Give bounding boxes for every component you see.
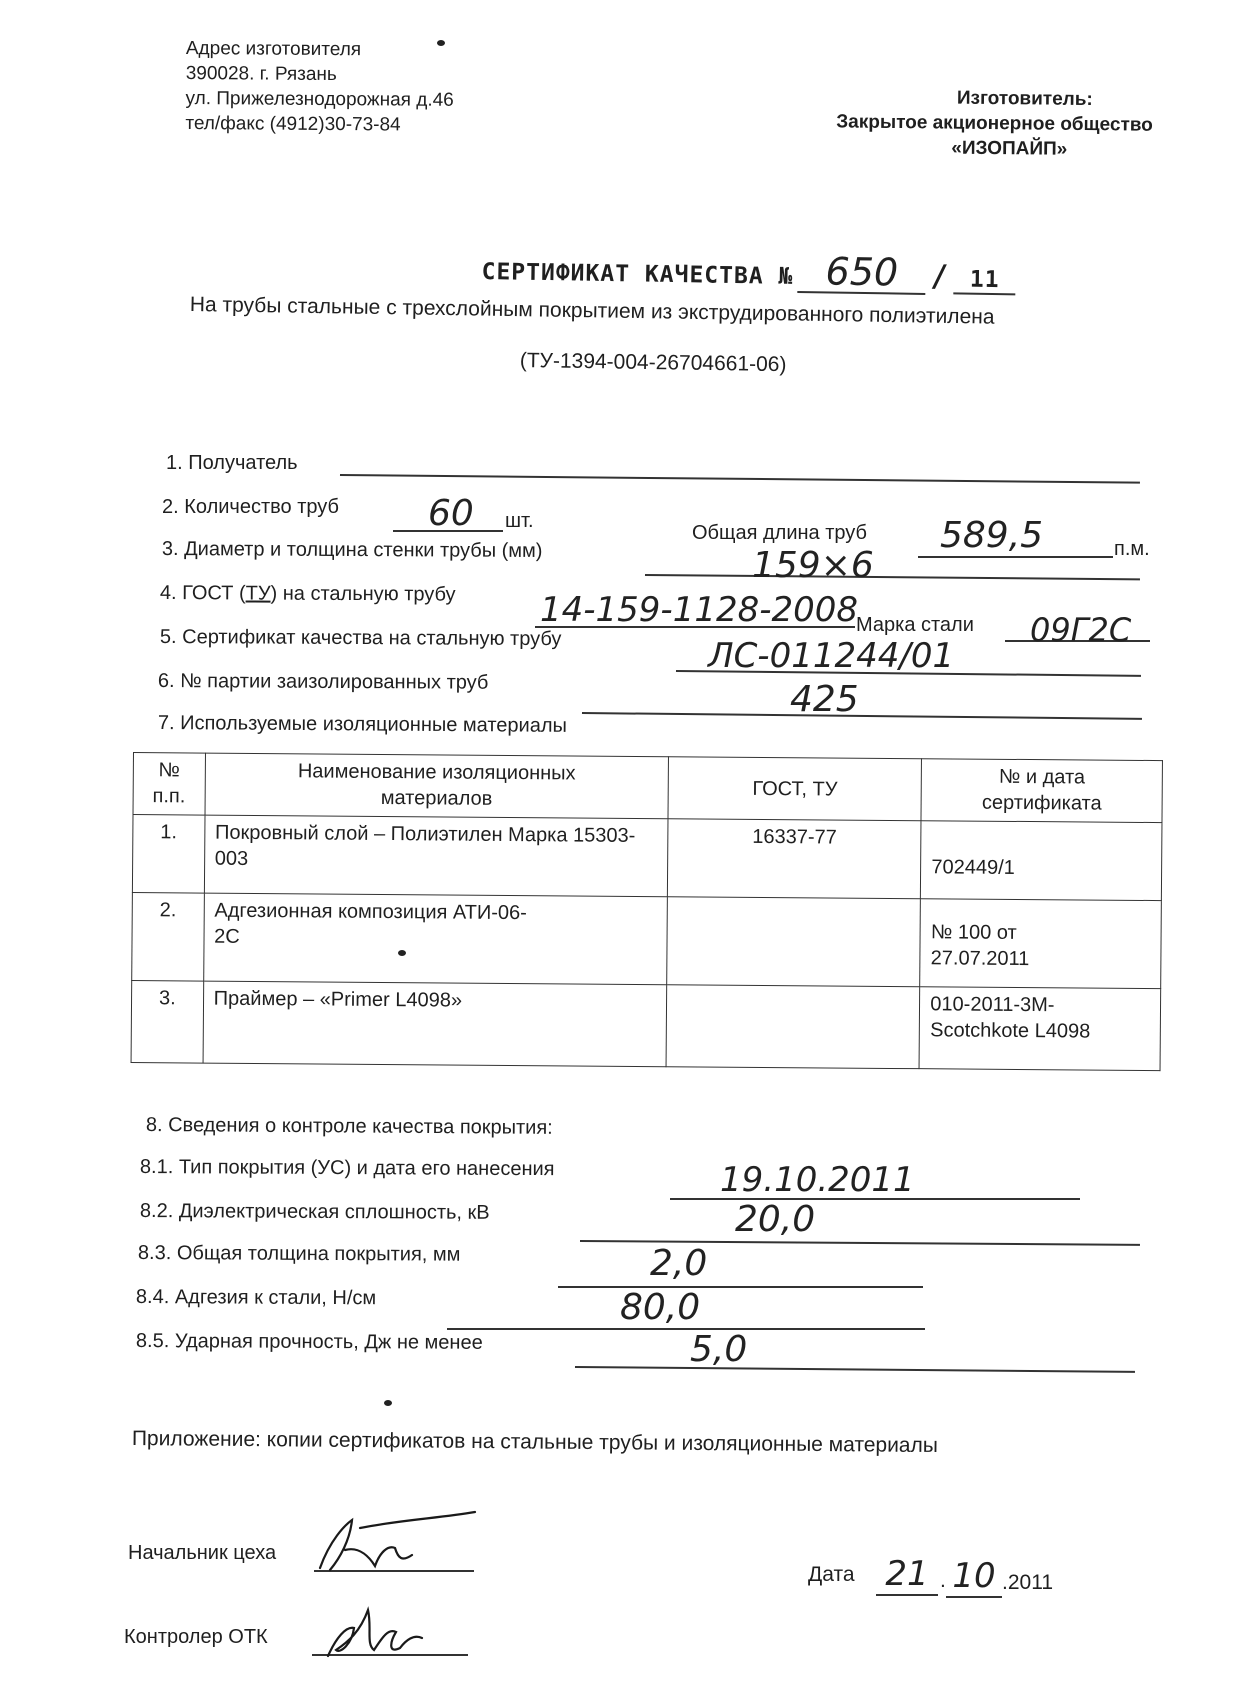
field-diameter-label: 3. Диаметр и толщина стенки трубы (мм) (161, 538, 543, 562)
table-header-cell: ГОСТ, ТУ (668, 757, 922, 821)
scan-speck (437, 40, 445, 46)
quality-item-line (575, 1366, 1135, 1373)
table-cell-number: 2. (132, 892, 204, 981)
date-year: .2011 (1002, 1571, 1053, 1594)
table-cell-gost: 16337-77 (668, 819, 922, 899)
table-cell-number: 3. (131, 980, 203, 1063)
table-row (132, 815, 1162, 901)
quality-heading: 8. Сведения о контроле качества покрытия: (145, 1114, 553, 1139)
quality-item-value: 19.10.2011 (720, 1160, 915, 1200)
table-cell-cert: 702449/1 (921, 821, 1162, 901)
table-header-cell: № и дата сертификата (921, 759, 1162, 823)
date-dot: . (940, 1569, 946, 1592)
certificate-number: 650 (798, 251, 927, 295)
certificate-spec: (ТУ-1394-004-26704661-06) (519, 348, 787, 377)
title-slash: / (930, 259, 950, 295)
date-month: 10 (946, 1556, 1002, 1598)
field-diameter-line (645, 574, 1140, 580)
otk-signature (318, 1598, 438, 1668)
table-cell-cert: 010-2011-3М-Scotchkote L4098 (919, 987, 1160, 1071)
quality-item-line (558, 1286, 923, 1288)
otk-label: Контролер ОТК (124, 1626, 268, 1648)
field-materials-label: 7. Используемые изоляционные материалы (157, 711, 567, 737)
manufacturer-line: Изготовитель: (956, 87, 1093, 111)
table-cell-number: 1. (132, 815, 204, 894)
field-batch-value: 425 (790, 679, 859, 720)
quality-item-value: 5,0 (690, 1329, 748, 1370)
table-header-cell: № п.п. (133, 753, 205, 816)
field-pipe-cert-value: ЛС-011244/01 (708, 636, 955, 676)
field-recipient-line (340, 474, 1140, 484)
certificate-year: 11 (954, 266, 1016, 295)
field-gost-label-tu: ТУ (245, 582, 271, 605)
field-batch-line (582, 712, 1142, 720)
field-steel-grade-value: 09Г2С (1030, 611, 1132, 649)
manufacturer-line: Закрытое акционерное общество (836, 111, 1153, 136)
appendix-note: Приложение: копии сертификатов на стальные трубы и изоляционные материалы (131, 1427, 938, 1458)
title-label: СЕРТИФИКАТ КАЧЕСТВА № (481, 258, 794, 290)
table-cell-gost (666, 985, 920, 1069)
chief-signature (300, 1500, 490, 1580)
scan-speck (398, 950, 406, 956)
field-pipe-count-unit: шт. (505, 510, 534, 532)
field-diameter-value: 159×6 (752, 545, 874, 586)
quality-item-label: 8.1. Тип покрытия (УС) и дата его нанесения (139, 1156, 555, 1181)
field-pipe-cert-label: 5. Сертификат качества на стальную трубу (159, 626, 562, 651)
table-cell-name: Адгезионная композиция АТИ-06-2С (203, 893, 667, 985)
field-batch-label: 6. № партии заизолированных труб (157, 670, 489, 694)
quality-item-label: 8.5. Ударная прочность, Дж не менее (135, 1330, 483, 1354)
table-cell-name: Праймер – «Primer L4098» (203, 981, 667, 1067)
field-total-length-label: Общая длина труб (692, 522, 867, 544)
materials-table (131, 752, 1163, 1071)
field-total-length-unit: п.м. (1114, 538, 1150, 560)
table-cell-gost (667, 897, 921, 987)
table-header-cell: Наименование изоляционных материалов (205, 753, 669, 819)
address-line: 390028. г. Рязань (185, 62, 337, 86)
field-recipient-label: 1. Получатель (166, 452, 298, 474)
field-gost-label-pre: 4. ГОСТ ( (159, 582, 246, 605)
quality-item-value: 2,0 (650, 1243, 708, 1284)
date-day: 21 (876, 1554, 938, 1596)
certificate-subtitle: На трубы стальные с трехслойным покрытием из экструдированного полиэтилена (189, 292, 995, 329)
manufacturer-address (185, 36, 454, 138)
certificate-title (481, 246, 1016, 296)
quality-item-label: 8.2. Диэлектрическая сплошность, кВ (139, 1200, 490, 1224)
address-line: Адрес изготовителя (185, 37, 362, 61)
scan-speck (384, 1400, 392, 1406)
quality-item-line (447, 1328, 925, 1330)
field-gost-label (160, 580, 456, 608)
quality-item-label: 8.4. Адгезия к стали, Н/см (135, 1286, 377, 1310)
field-total-length-line (918, 556, 1113, 558)
quality-item-label: 8.3. Общая толщина покрытия, мм (137, 1242, 461, 1266)
date-label: Дата (808, 1563, 855, 1586)
quality-item-value: 20,0 (735, 1199, 816, 1240)
table-header-row (133, 753, 1162, 823)
table-row (131, 980, 1161, 1070)
field-gost-label-post: ) на стальную трубу (270, 582, 456, 606)
field-total-length-value: 589,5 (940, 515, 1044, 556)
field-pipe-count-label: 2. Количество труб (162, 496, 339, 518)
chief-label: Начальник цеха (128, 1542, 277, 1564)
manufacturer-line: «ИЗОПАЙП» (951, 137, 1068, 160)
table-row (132, 892, 1162, 988)
quality-item-value: 80,0 (620, 1287, 701, 1328)
field-steel-grade-label: Марка стали (856, 614, 974, 636)
table-cell-name: Покровный слой – Полиэтилен Марка 15303-003 (204, 815, 668, 897)
address-line: тел/факс (4912)30-73-84 (185, 112, 401, 136)
table-cell-cert: № 100 от 27.07.2011 (920, 899, 1161, 989)
address-line: ул. Прижелезнодорожная д.46 (185, 87, 454, 111)
field-gost-value: 14-159-1128-2008 (540, 590, 859, 630)
field-pipe-count-value: 60 (428, 493, 474, 534)
manufacturer-block (799, 84, 1190, 163)
